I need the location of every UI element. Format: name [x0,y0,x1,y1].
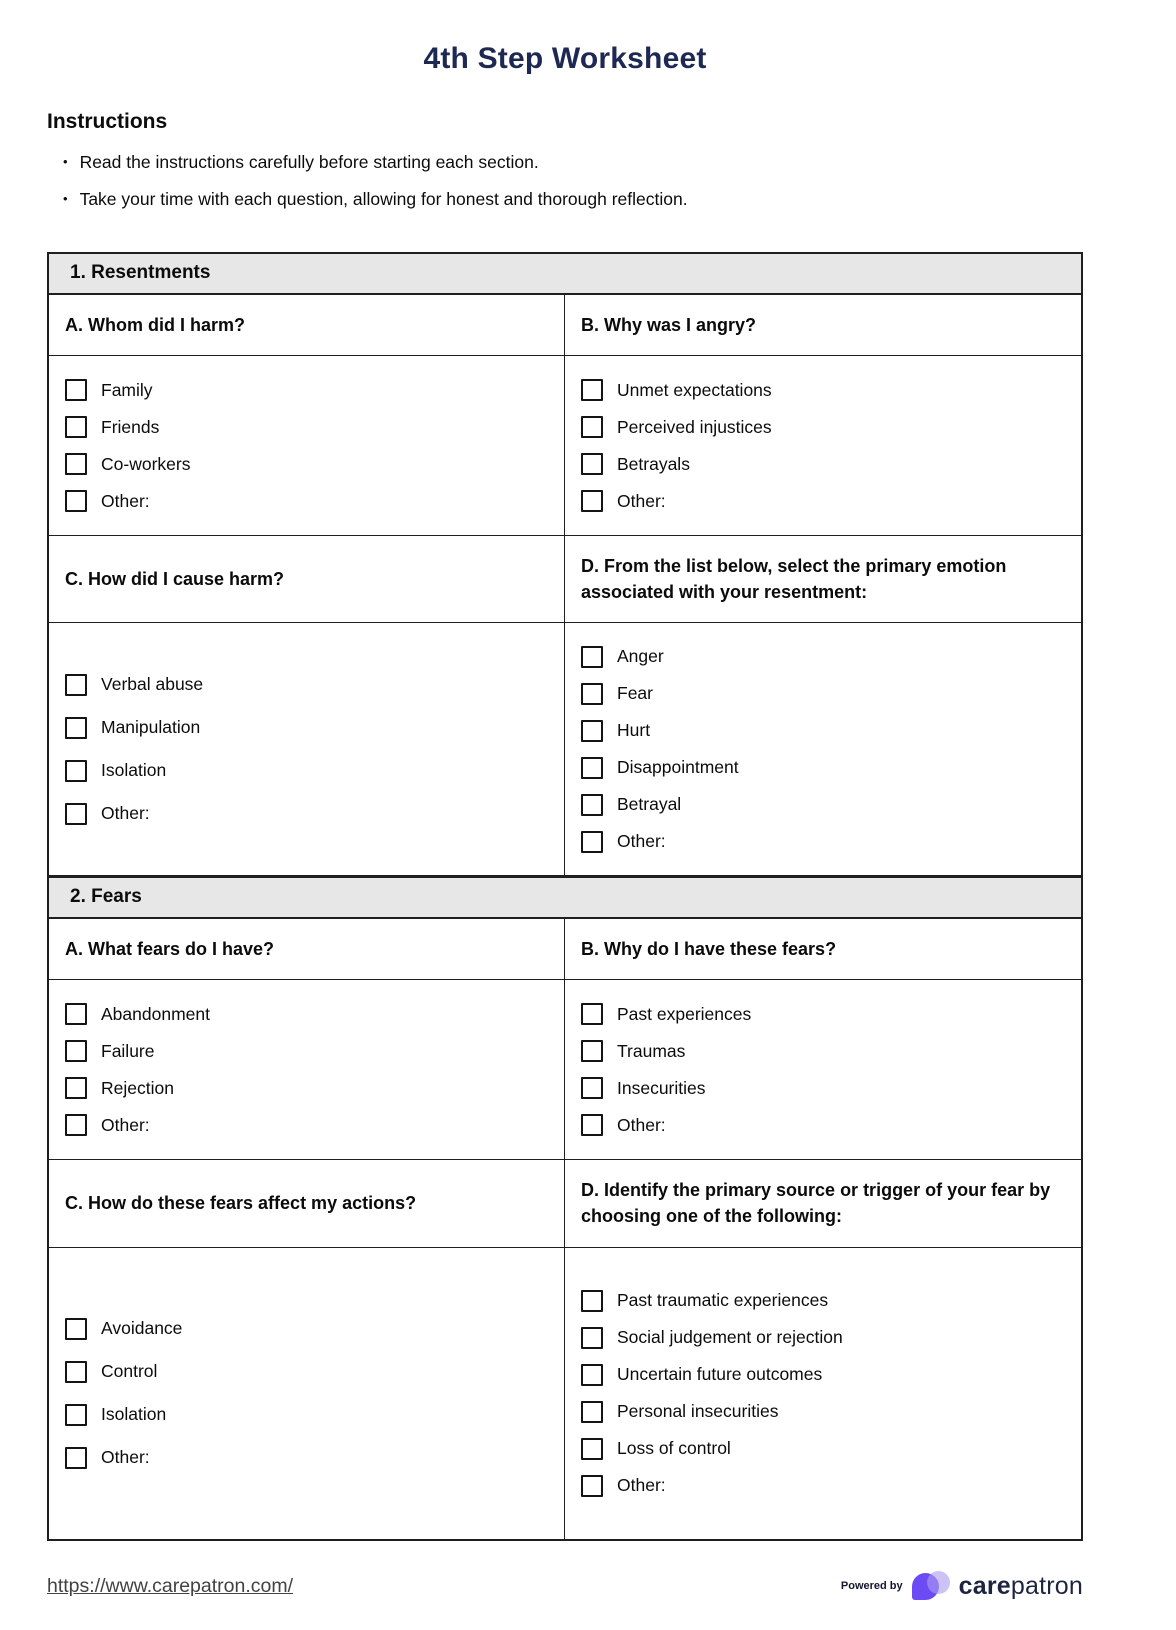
checkbox-label: Uncertain future outcomes [617,1364,823,1385]
checkbox-option [65,674,548,696]
instruction-text: Read the instructions carefully before starting each section. [79,152,539,172]
checkbox[interactable] [581,757,603,779]
checkbox[interactable] [65,1318,87,1340]
checkbox-label: Failure [101,1040,155,1061]
checkbox[interactable] [581,831,603,853]
checkbox[interactable] [581,720,603,742]
checkbox-label: Past experiences [617,1003,752,1024]
checkbox-option [65,1040,548,1062]
section-grid [49,919,1081,1538]
instruction-item [47,152,1083,173]
checkbox[interactable] [65,453,87,475]
checkbox-label: Other: [617,831,666,852]
checkbox-option [581,1475,1065,1497]
checkbox[interactable] [65,1361,87,1383]
quadrant-options-1d [565,623,1081,876]
checkbox-option [65,1361,548,1383]
checkbox-option [581,416,1065,438]
checkbox-label: Co-workers [101,453,191,474]
checkbox-label: Anger [617,646,664,667]
checkbox-label: Personal insecurities [617,1401,779,1422]
checkbox-label: Isolation [101,760,167,781]
instruction-text: Take your time with each question, allowing for honest and thorough reflection. [79,189,688,209]
checkbox[interactable] [581,1401,603,1423]
checkbox-option [581,794,1065,816]
bullet-icon: • [63,154,68,169]
checkbox[interactable] [581,1114,603,1136]
worksheet-table [47,252,1083,1541]
section-header: 1. Resentments [49,254,1081,295]
quadrant-heading-2b: B. Why do I have these fears? [565,919,1081,980]
checkbox-option [581,490,1065,512]
checkbox[interactable] [65,490,87,512]
checkbox-label: Betrayals [617,453,690,474]
checkbox-option [581,646,1065,668]
instructions-list [47,152,1083,226]
checkbox[interactable] [581,1077,603,1099]
checkbox-label: Social judgement or rejection [617,1327,843,1348]
checkbox[interactable] [581,416,603,438]
checkbox-option [581,757,1065,779]
checkbox[interactable] [65,1077,87,1099]
page-title: 4th Step Worksheet [423,42,707,75]
checkbox[interactable] [581,1290,603,1312]
checkbox-option [65,1114,548,1136]
checkbox-option [581,379,1065,401]
checkbox-label: Loss of control [617,1438,731,1459]
quadrant-options-1a [49,356,565,536]
checkbox[interactable] [581,794,603,816]
quadrant-options-2a [49,980,565,1160]
checkbox-label: Other: [617,490,666,511]
checkbox-label: Other: [101,1114,150,1135]
checkbox-label: Other: [617,1475,666,1496]
quadrant-options-2b [565,980,1081,1160]
checkbox-label: Avoidance [101,1318,183,1339]
checkbox-label: Other: [617,1114,666,1135]
checkbox-option [581,720,1065,742]
checkbox-label: Other: [101,803,150,824]
checkbox-label: Manipulation [101,717,201,738]
checkbox-option [581,453,1065,475]
checkbox[interactable] [65,1447,87,1469]
checkbox-label: Perceived injustices [617,416,772,437]
carepatron-brand [841,1570,1083,1602]
checkbox-option [581,1077,1065,1099]
checkbox-label: Family [101,379,153,400]
checkbox[interactable] [581,490,603,512]
checkbox[interactable] [65,803,87,825]
checkbox-option [581,1364,1065,1386]
quadrant-heading-1d: D. From the list below, select the primary emotion associated with your resentment: [565,536,1081,623]
checkbox[interactable] [65,416,87,438]
checkbox-label: Control [101,1361,158,1382]
checkbox-label: Abandonment [101,1003,210,1024]
checkbox-option [581,1114,1065,1136]
quadrant-heading-2d: D. Identify the primary source or trigger of your fear by choosing one of the following: [565,1160,1081,1247]
checkbox[interactable] [65,1114,87,1136]
quadrant-options-1b [565,356,1081,536]
checkbox[interactable] [581,683,603,705]
checkbox-option [581,1003,1065,1025]
checkbox-label: Friends [101,416,160,437]
checkbox-option [65,1447,548,1469]
checkbox[interactable] [65,1003,87,1025]
section-header: 2. Fears [49,876,1081,919]
checkbox-label: Other: [101,490,150,511]
quadrant-heading-1c: C. How did I cause harm? [49,536,565,623]
checkbox[interactable] [581,1475,603,1497]
checkbox-label: Unmet expectations [617,379,772,400]
powered-by-label: Powered by [840,1580,903,1592]
checkbox[interactable] [65,1040,87,1062]
quadrant-heading-2c: C. How do these fears affect my actions? [49,1160,565,1247]
checkbox-label: Past traumatic experiences [617,1290,829,1311]
checkbox[interactable] [581,453,603,475]
quadrant-options-2d [565,1248,1081,1539]
checkbox[interactable] [581,379,603,401]
checkbox-label: Insecurities [617,1077,706,1098]
checkbox-option [65,1003,548,1025]
instructions-heading: Instructions [47,110,168,133]
section-fears [49,876,1081,1538]
checkbox-label: Disappointment [617,757,739,778]
checkbox-option [65,379,548,401]
checkbox[interactable] [65,674,87,696]
checkbox-option [65,1404,548,1426]
quadrant-heading-2a: A. What fears do I have? [49,919,565,980]
quadrant-heading-1a: A. Whom did I harm? [49,295,565,356]
checkbox-option [581,1290,1065,1312]
checkbox[interactable] [581,1438,603,1460]
section-resentments [49,254,1081,876]
instruction-item [47,189,1083,210]
quadrant-options-1c [49,623,565,876]
carepatron-link[interactable]: https://www.carepatron.com/ [47,1574,294,1597]
checkbox-option [65,717,548,739]
checkbox-label: Hurt [617,720,651,741]
checkbox-option [581,683,1065,705]
checkbox[interactable] [581,1003,603,1025]
quadrant-heading-1b: B. Why was I angry? [565,295,1081,356]
checkbox-option [65,1077,548,1099]
checkbox-option [581,1327,1065,1349]
checkbox-option [65,803,548,825]
checkbox-label: Traumas [617,1040,686,1061]
bullet-icon: • [63,191,68,206]
carepatron-logo-icon [912,1570,952,1602]
checkbox-label: Verbal abuse [101,674,204,695]
checkbox[interactable] [65,717,87,739]
checkbox-label: Other: [101,1447,150,1468]
checkbox-label: Isolation [101,1404,167,1425]
carepatron-wordmark: carepatron [958,1571,1083,1600]
checkbox-label: Betrayal [617,794,682,815]
checkbox-option [65,416,548,438]
section-grid [49,295,1081,876]
checkbox-label: Fear [617,683,653,704]
checkbox-option [581,1401,1065,1423]
logo-dot-shape [927,1571,950,1594]
checkbox[interactable] [581,1327,603,1349]
checkbox-option [65,760,548,782]
checkbox[interactable] [581,646,603,668]
checkbox[interactable] [65,379,87,401]
checkbox-option [581,1438,1065,1460]
checkbox-label: Rejection [101,1077,174,1098]
checkbox-option [65,1318,548,1340]
checkbox[interactable] [581,1040,603,1062]
page-footer [47,1570,1083,1602]
checkbox-option [65,453,548,475]
checkbox-option [581,831,1065,853]
checkbox[interactable] [65,760,87,782]
checkbox[interactable] [581,1364,603,1386]
checkbox[interactable] [65,1404,87,1426]
checkbox-option [581,1040,1065,1062]
checkbox-option [65,490,548,512]
quadrant-options-2c [49,1248,565,1539]
